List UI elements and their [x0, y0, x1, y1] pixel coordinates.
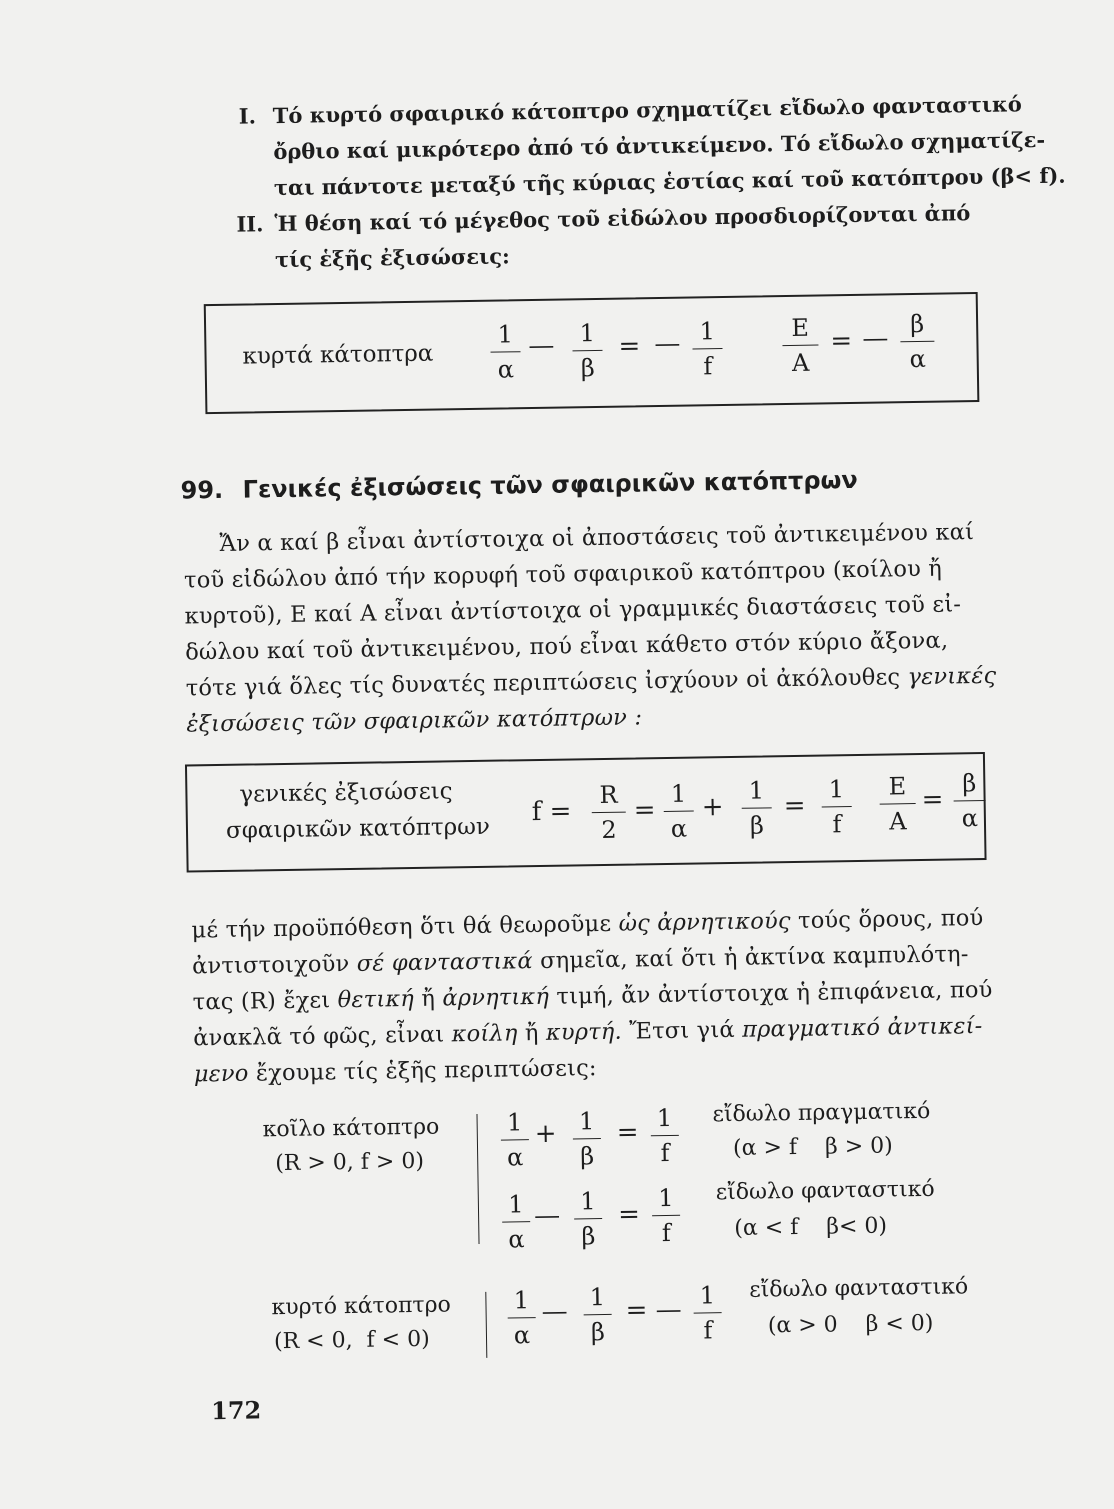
emphasis: ἀρνητική — [442, 983, 550, 1012]
equals-sign: = — [616, 1117, 639, 1148]
general-box-label-1: γενικές ἐξισώσεις — [239, 778, 453, 808]
denominator: α — [909, 344, 927, 374]
equals-sign: = — [783, 790, 806, 822]
numerator: 1 — [828, 775, 845, 804]
case2-frac-1-over-b — [574, 1186, 603, 1251]
convex-box-label: κυρτά κάτοπτρα — [242, 340, 434, 370]
case2-condition: (α < f β< 0) — [734, 1213, 888, 1241]
case3-result: εἴδωλο φανταστικό — [749, 1274, 969, 1303]
numerator: 1 — [580, 1187, 596, 1216]
equals-sign: = — [633, 795, 656, 826]
denominator: f — [660, 1138, 670, 1168]
para1-line-1: Ἄν α καί β εἶναι ἀντίστοιχα οἱ ἀποστάσεις τοῦ ἀντικειμένου καί — [219, 519, 975, 557]
concave-label: κοῖλο κάτοπτρο — [262, 1114, 440, 1143]
para1-line-3: κυρτοῦ), E καί A εἶναι ἀντίστοιχα οἱ γραμμικές διαστάσεις τοῦ εἰ- — [184, 591, 962, 630]
minus-sign: — — [541, 1296, 568, 1327]
denominator: A — [791, 348, 810, 377]
convex-frac-1-over-a — [490, 319, 521, 384]
general-equation-box — [185, 752, 987, 873]
general-frac-R-over-2 — [591, 780, 626, 846]
equals-sign: = — [617, 1199, 641, 1230]
denominator: f — [832, 810, 842, 839]
minus-sign: — — [533, 1200, 561, 1232]
case3-frac-1-over-b — [583, 1282, 612, 1347]
section-title: Γενικές ἐξισώσεις τῶν σφαιρικῶν κατόπτρων — [242, 465, 858, 504]
text: ἤ — [524, 1020, 539, 1047]
denominator: 2 — [601, 815, 617, 844]
para1-line-4: δώλου καί τοῦ ἀντικειμένου, πού εἶναι κάθετο στόν κύριο ἄξονα, — [184, 627, 949, 666]
rule-ii-line-1: Ἡ θέση καί τό μέγεθος τοῦ εἰδώλου προσδιορίζονται ἀπό — [274, 200, 971, 237]
text: τότε γιά ὅλες τίς δυνατές περιπτώσεις ἰσχύουν οἱ ἀκόλουθες — [185, 664, 901, 702]
denominator: β — [580, 1142, 595, 1171]
text: τιμή, ἄν ἀντίστοιχα ἡ ἐπιφάνεια, πού — [556, 976, 993, 1010]
denominator: A — [889, 807, 907, 836]
denominator: α — [961, 804, 979, 833]
numerator: 1 — [508, 1190, 524, 1219]
numerator: 1 — [579, 319, 596, 348]
equals-sign: = — [830, 325, 853, 357]
denominator: α — [670, 814, 688, 843]
emphasis: μενο — [193, 1060, 249, 1088]
convex-frac-1-over-b — [572, 318, 603, 383]
general-frac-E-over-A — [879, 771, 916, 837]
numerator: 1 — [670, 779, 687, 808]
case2-frac-1-over-f — [652, 1183, 681, 1248]
emphasis: θετική — [337, 985, 415, 1014]
numerator: 1 — [657, 1183, 674, 1213]
text: ἀντιστοιχοῦν — [191, 950, 350, 980]
numerator: E — [791, 313, 810, 342]
text: ἀνακλᾶ τό φῶς, εἶναι — [193, 1021, 445, 1052]
para1-line-6: ἐξισώσεις τῶν σφαιρικῶν κατόπτρων : — [186, 704, 643, 738]
rule-i-line-1: Τό κυρτό σφαιρικό κάτοπτρο σχηματίζει εἴδωλο φανταστικό — [272, 91, 1022, 129]
equals-sign: = — [921, 784, 944, 815]
text: ἔχουμε τίς ἑξῆς περιπτώσεις: — [255, 1055, 597, 1087]
numerator: 1 — [748, 776, 765, 805]
plus-sign: + — [701, 792, 724, 823]
convex-condition: (R < 0, f < 0) — [273, 1326, 430, 1355]
emphasis: πραγματικό ἀντικεί- — [741, 1013, 983, 1043]
rule-i-number: I. — [238, 103, 257, 129]
general-frac-1-over-b — [741, 775, 772, 840]
numerator: 1 — [656, 1103, 673, 1133]
case1-result: εἴδωλο πραγματικό — [712, 1098, 931, 1128]
denominator: β — [580, 354, 595, 383]
rule-i-line-2: ὄρθιο καί μικρότερο ἀπό τό ἀντικείμενο. Τό εἴδωλο σχηματίζε- — [273, 126, 1046, 165]
rule-ii-number: II. — [236, 211, 264, 237]
numerator: 1 — [578, 1107, 595, 1136]
minus-sign: — — [654, 328, 681, 360]
case3-frac-1-over-f — [693, 1280, 722, 1345]
numerator: β — [909, 309, 925, 339]
denominator: f — [703, 1316, 713, 1345]
denominator: α — [513, 1321, 531, 1350]
denominator: β — [749, 811, 765, 840]
section-number: 99. — [180, 475, 224, 505]
numerator: 1 — [699, 1281, 716, 1310]
concave-condition: (R > 0, f > 0) — [275, 1148, 425, 1177]
rule-ii-line-2: τίς ἑξῆς ἐξισώσεις: — [274, 243, 510, 273]
emphasis: κυρτή. — [545, 1018, 623, 1046]
case2-frac-1-over-a — [502, 1189, 531, 1254]
numerator: 1 — [513, 1286, 530, 1315]
convex-frac-E-over-A — [782, 313, 819, 379]
numerator: 1 — [699, 317, 716, 346]
case3-frac-1-over-a — [507, 1285, 536, 1350]
convex-label: κυρτό κάτοπτρο — [271, 1292, 451, 1321]
text: τας (R) ἔχει — [192, 987, 331, 1016]
convex-frac-1-over-f — [692, 316, 723, 381]
case1-frac-1-over-b — [572, 1106, 601, 1171]
emphasis: ὡς ἀρνητικούς — [618, 908, 791, 937]
minus-sign: — — [528, 330, 555, 362]
convex-brace — [485, 1292, 487, 1358]
minus-sign: — — [862, 323, 889, 354]
numerator: E — [888, 772, 907, 801]
numerator: 1 — [589, 1282, 606, 1312]
page-number: 172 — [210, 1395, 262, 1426]
case1-frac-1-over-a — [500, 1107, 529, 1172]
emphasis: κοίλη — [451, 1020, 518, 1048]
rule-i-line-3: ται πάντοτε μεταξύ τῆς κύριας ἑστίας καί τοῦ κατόπτρου (β< f). — [273, 162, 1066, 201]
text: σημεῖα, καί ὅτι ἡ ἀκτίνα καμπυλότη- — [539, 941, 969, 974]
denominator: β — [590, 1318, 606, 1347]
emphasis: σέ φανταστικά — [356, 948, 533, 977]
equals-minus: = — — [625, 1294, 682, 1326]
para2-line-5 — [194, 1050, 597, 1092]
emphasis: γενικές — [907, 662, 997, 691]
denominator: α — [508, 1225, 525, 1254]
case1-frac-1-over-f — [650, 1103, 679, 1168]
equals-sign: = — [618, 331, 641, 362]
f-equals: f = — [531, 796, 572, 828]
general-frac-1-over-a — [663, 779, 694, 844]
denominator: α — [497, 355, 515, 384]
convex-frac-b-over-a — [900, 309, 935, 375]
numerator: 1 — [497, 320, 514, 349]
denominator: f — [703, 352, 713, 381]
plus-sign: + — [534, 1118, 557, 1150]
numerator: 1 — [506, 1108, 523, 1137]
numerator: β — [962, 769, 977, 798]
concave-brace — [476, 1114, 479, 1244]
text: Ἔτσι γιά — [629, 1016, 735, 1045]
general-frac-1-over-f — [821, 774, 852, 839]
text: ἤ — [421, 985, 436, 1012]
case3-condition: (α > 0 β < 0) — [767, 1310, 934, 1339]
case2-result: εἴδωλο φανταστικό — [715, 1176, 935, 1206]
denominator: f — [661, 1218, 672, 1248]
general-frac-b-over-a — [953, 768, 986, 833]
case1-condition: (α > f β > 0) — [732, 1133, 893, 1161]
para1-line-2: τοῦ εἰδώλου ἀπό τήν κορυφή τοῦ σφαιρικοῦ κατόπτρου (κοίλου ἤ — [183, 555, 943, 594]
general-box-label-2: σφαιρικῶν κατόπτρων — [225, 813, 491, 844]
denominator: β — [581, 1222, 596, 1251]
numerator: R — [599, 780, 618, 810]
denominator: α — [506, 1143, 524, 1172]
text: τούς ὅρους, πού — [797, 905, 984, 934]
text: μέ τήν προϋπόθεση ὅτι θά θεωροῦμε — [191, 910, 612, 944]
